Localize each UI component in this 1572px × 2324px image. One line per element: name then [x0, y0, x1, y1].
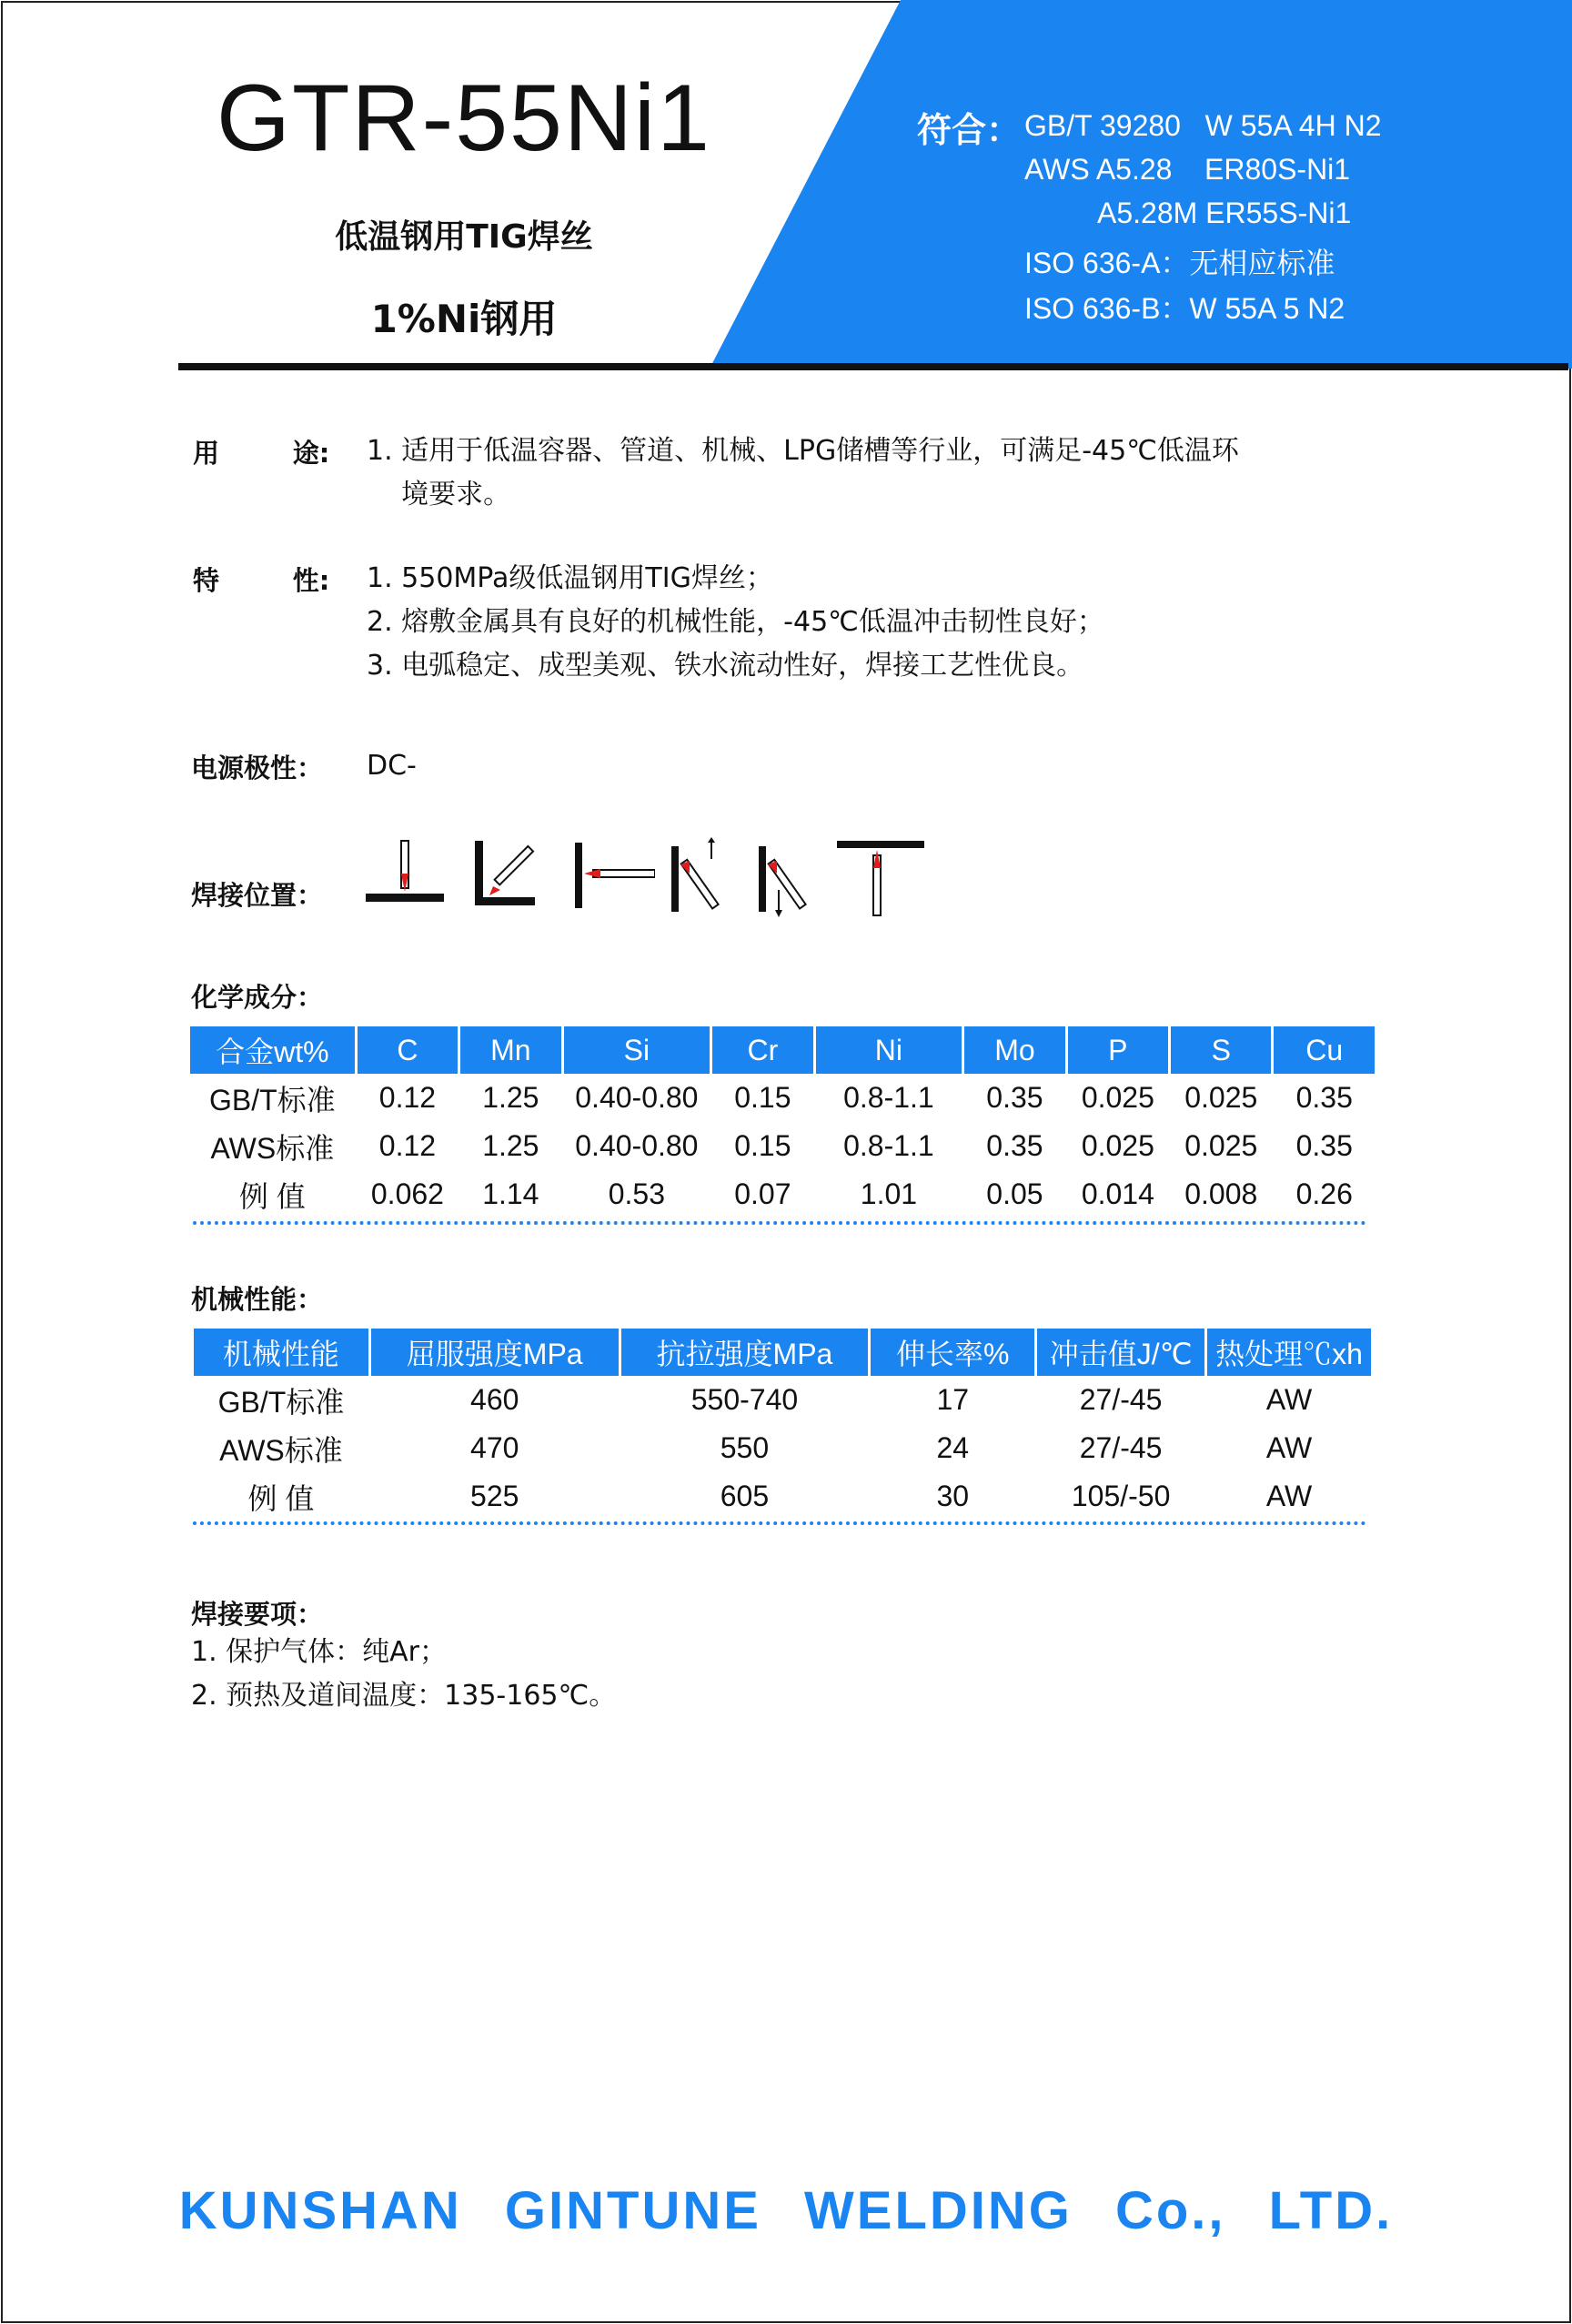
table-cell: 0.062 — [370, 1177, 444, 1210]
chemical-header-cell: P — [1068, 1026, 1168, 1074]
mechanical-section-label: 机械性能： — [191, 1284, 324, 1315]
standards-label: 符合： — [917, 110, 1022, 150]
table-cell: 0.12 — [378, 1129, 437, 1162]
mechanical-header-cell: 热处理℃xh — [1207, 1329, 1371, 1376]
row-label: AWS标准 — [219, 1433, 343, 1467]
usage-line: 1. 适用于低温容器、管道、机械、LPG储槽等行业，可满足-45℃低温环 — [367, 435, 1239, 467]
table-cell: 0.35 — [986, 1081, 1043, 1114]
table-cell: 1.25 — [482, 1081, 539, 1114]
table-cell: 1.25 — [482, 1129, 539, 1162]
table-cell: AW — [1265, 1383, 1313, 1416]
table-cell: 0.12 — [378, 1081, 437, 1114]
row-label: GB/T标准 — [217, 1385, 345, 1419]
table-cell: 27/-45 — [1079, 1383, 1163, 1416]
table-cell: 0.025 — [1081, 1129, 1154, 1162]
welding-position-label: 焊接位置： — [191, 880, 324, 911]
table-cell: 0.40-0.80 — [575, 1081, 699, 1114]
mechanical-header-cell: 冲击值J/℃ — [1037, 1329, 1204, 1376]
table-cell: 27/-45 — [1079, 1431, 1163, 1464]
chemical-section-label: 化学成分： — [191, 982, 324, 1013]
chemical-header-cell: Ni — [816, 1026, 962, 1074]
table-row — [194, 1424, 1371, 1472]
table-row — [190, 1170, 1375, 1218]
row-label: 例 值 — [247, 1481, 315, 1515]
usage-line: 境要求。 — [367, 479, 511, 510]
chemical-header-cell: S — [1171, 1026, 1271, 1074]
table-cell: 0.05 — [986, 1177, 1043, 1210]
horizontal-fillet-position-icon — [475, 837, 557, 919]
table-cell: 470 — [470, 1431, 519, 1464]
table-cell: 0.025 — [1184, 1129, 1258, 1162]
table-cell: 550 — [720, 1431, 770, 1464]
table-cell: 605 — [720, 1480, 770, 1512]
mechanical-header-cell: 抗拉强度MPa — [621, 1329, 869, 1376]
product-title: GTR-55Ni1 — [217, 66, 711, 171]
welding-note: 2. 预热及道间温度：135-165℃。 — [191, 1680, 617, 1712]
vertical-up-position-icon — [670, 837, 751, 919]
table-cell: 0.15 — [734, 1081, 791, 1114]
table-cell: 0.35 — [1295, 1129, 1353, 1162]
table-cell: 550-740 — [690, 1383, 799, 1416]
chemical-header-cell: Mo — [964, 1026, 1064, 1074]
dotted-divider — [193, 1221, 1366, 1225]
chemical-header-cell: 合金wt% — [190, 1026, 355, 1074]
table-row — [190, 1074, 1375, 1122]
product-application: 1%Ni钢用 — [370, 297, 558, 341]
row-label: GB/T标准 — [209, 1083, 336, 1117]
dotted-divider — [193, 1521, 1366, 1525]
horizontal-position-icon — [573, 837, 655, 919]
product-subtitle: 低温钢用TIG焊丝 — [335, 218, 593, 256]
table-cell: 17 — [936, 1383, 970, 1416]
table-cell: 0.15 — [734, 1129, 791, 1162]
table-cell: 0.53 — [608, 1177, 665, 1210]
overhead-position-icon — [837, 837, 924, 919]
row-label: 例 值 — [238, 1179, 306, 1213]
polarity-label: 电源极性： — [191, 753, 324, 783]
table-row — [194, 1472, 1371, 1521]
mechanical-header-cell: 屈服强度MPa — [371, 1329, 619, 1376]
row-label: AWS标准 — [210, 1131, 335, 1165]
table-cell: 0.8-1.1 — [843, 1129, 934, 1162]
table-cell: 24 — [936, 1431, 970, 1464]
standard-line: ISO 636-A：无相应标准 — [1024, 247, 1335, 279]
table-row — [194, 1376, 1371, 1424]
feature-line: 1. 550MPa级低温钢用TIG焊丝； — [367, 562, 773, 594]
table-cell: 30 — [936, 1480, 970, 1512]
welding-note: 1. 保护气体：纯Ar； — [191, 1636, 448, 1668]
features-label: 特 性: — [193, 565, 330, 596]
table-cell: 105/-50 — [1071, 1480, 1171, 1512]
table-cell: 460 — [470, 1383, 519, 1416]
table-cell: 0.35 — [986, 1129, 1043, 1162]
table-cell: 0.40-0.80 — [575, 1129, 699, 1162]
table-cell: 0.07 — [734, 1177, 791, 1210]
table-cell: 1.14 — [482, 1177, 539, 1210]
standard-line: A5.28M ER55S-Ni1 — [1097, 197, 1352, 229]
welding-notes-label: 焊接要项： — [191, 1599, 324, 1630]
table-cell: AW — [1265, 1480, 1313, 1512]
flat-fillet-position-icon — [366, 837, 448, 919]
standard-line: AWS A5.28 ER80S-Ni1 — [1024, 153, 1351, 186]
chemical-composition-table — [187, 1026, 1377, 1218]
table-row — [190, 1122, 1375, 1170]
table-cell: 0.025 — [1081, 1081, 1154, 1114]
standard-line: ISO 636-B：W 55A 5 N2 — [1024, 292, 1345, 325]
mechanical-header-cell: 机械性能 — [194, 1329, 368, 1376]
chemical-header-cell: Cu — [1274, 1026, 1375, 1074]
table-cell: 0.8-1.1 — [843, 1081, 934, 1114]
chemical-header-cell: Mn — [460, 1026, 560, 1074]
chemical-header-cell: Si — [564, 1026, 710, 1074]
header-divider — [178, 363, 1568, 370]
table-cell: 1.01 — [860, 1177, 918, 1210]
mechanical-properties-table — [191, 1329, 1374, 1521]
chemical-header-cell: C — [358, 1026, 458, 1074]
chemical-header-cell: Cr — [712, 1026, 812, 1074]
table-cell: 0.35 — [1295, 1081, 1353, 1114]
mechanical-header-cell: 伸长率% — [871, 1329, 1034, 1376]
vertical-down-position-icon — [757, 837, 839, 919]
company-name: KUNSHAN GINTUNE WELDING Co., LTD. — [178, 2181, 1394, 2240]
table-cell: 0.025 — [1184, 1081, 1258, 1114]
feature-line: 3. 电弧稳定、成型美观、铁水流动性好，焊接工艺性优良。 — [367, 650, 1084, 682]
polarity-value: DC- — [367, 750, 417, 782]
usage-label: 用 途: — [193, 438, 330, 469]
table-cell: 525 — [470, 1480, 519, 1512]
standard-line: GB/T 39280 W 55A 4H N2 — [1024, 109, 1382, 142]
table-cell: 0.26 — [1295, 1177, 1353, 1210]
table-cell: 0.014 — [1081, 1177, 1154, 1210]
feature-line: 2. 熔敷金属具有良好的机械性能，-45℃低温冲击韧性良好； — [367, 606, 1104, 638]
table-cell: 0.008 — [1184, 1177, 1258, 1210]
table-cell: AW — [1265, 1431, 1313, 1464]
